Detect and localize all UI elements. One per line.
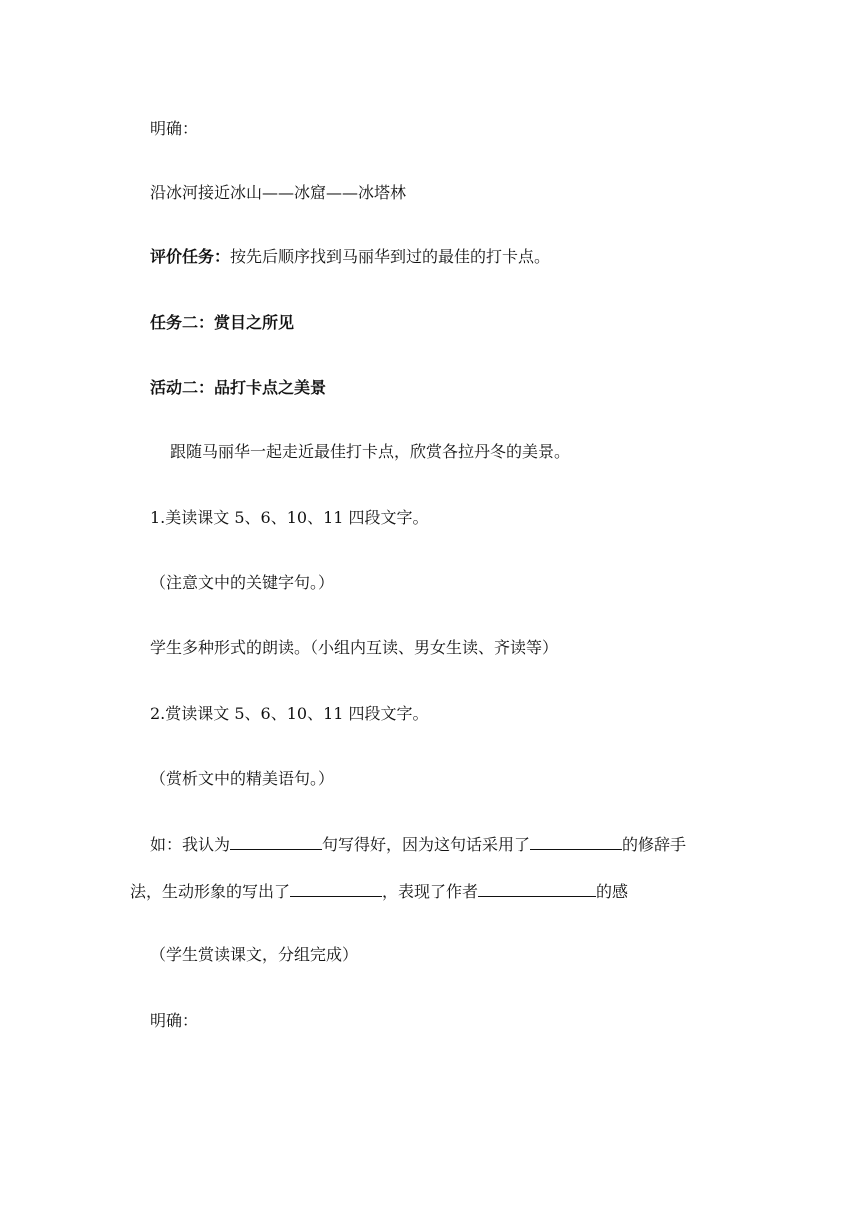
paragraph-step-1 bbox=[150, 507, 860, 529]
evaluation-task-label: 评价任务： bbox=[150, 247, 231, 266]
heading-text: 任务二：赏目之所见 bbox=[150, 313, 295, 332]
paragraph-text: 沿冰河接近冰山——冰窟——冰塔林 bbox=[150, 183, 407, 202]
answer-blank bbox=[230, 833, 322, 850]
paragraph-reading-forms bbox=[150, 637, 860, 659]
paragraph-text: （注意文中的关键字句。） bbox=[150, 573, 335, 592]
template-text: 如：我认为 bbox=[150, 835, 231, 854]
task-two-heading bbox=[150, 312, 860, 334]
paragraph-text: 明确： bbox=[150, 1011, 199, 1030]
paragraph-text: 明确： bbox=[150, 119, 199, 138]
paragraph-step-1-note bbox=[150, 572, 860, 594]
paragraph-clarify-2 bbox=[150, 1010, 860, 1032]
template-text: 的修辞手 bbox=[622, 835, 687, 854]
paragraph-clarify-1 bbox=[150, 118, 860, 140]
template-text: 法，生动形象的写出了 bbox=[130, 882, 291, 901]
fill-in-template-line-1 bbox=[150, 833, 860, 856]
paragraph-follow bbox=[170, 441, 860, 463]
paragraph-text: 2.赏读课文 5、6、10、11 四段文字。 bbox=[150, 704, 429, 723]
paragraph-step-2 bbox=[150, 703, 860, 725]
answer-blank bbox=[478, 880, 596, 897]
fill-in-template-line-2 bbox=[130, 880, 860, 903]
paragraph-text: 跟随马丽华一起走近最佳打卡点，欣赏各拉丹冬的美景。 bbox=[170, 442, 571, 461]
activity-two-heading bbox=[150, 377, 860, 399]
paragraph-group-work bbox=[150, 944, 860, 966]
answer-blank bbox=[530, 833, 622, 850]
paragraph-step-2-note bbox=[150, 768, 860, 790]
paragraph-text: （学生赏读课文，分组完成） bbox=[150, 945, 359, 964]
answer-blank bbox=[290, 880, 382, 897]
template-text: 句写得好，因为这句话采用了 bbox=[322, 835, 531, 854]
paragraph-text: 学生多种形式的朗读。（小组内互读、男女生读、齐读等） bbox=[150, 638, 559, 657]
paragraph-route bbox=[150, 182, 860, 204]
evaluation-task-text: 按先后顺序找到马丽华到过的最佳的打卡点。 bbox=[230, 247, 551, 266]
heading-text: 活动二：品打卡点之美景 bbox=[150, 378, 327, 397]
paragraph-text: 1.美读课文 5、6、10、11 四段文字。 bbox=[150, 508, 429, 527]
paragraph-evaluation-task bbox=[150, 246, 860, 268]
paragraph-text: （赏析文中的精美语句。） bbox=[150, 769, 335, 788]
template-text: 的感 bbox=[596, 882, 629, 901]
template-text: ，表现了作者 bbox=[382, 882, 479, 901]
